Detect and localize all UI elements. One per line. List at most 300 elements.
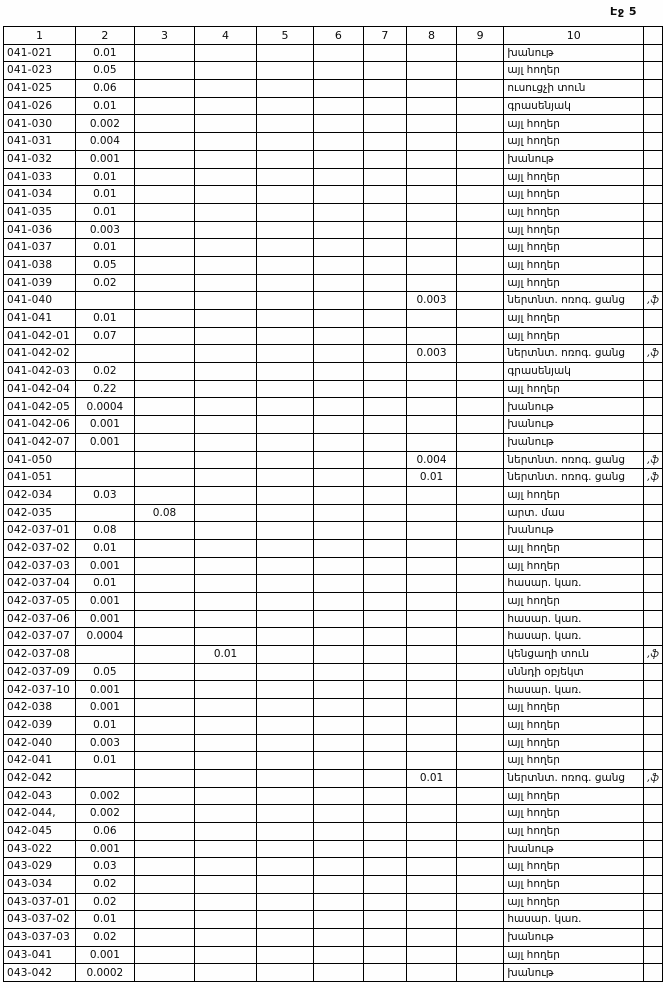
value-cell: 0.01 xyxy=(75,168,134,186)
value-cell xyxy=(363,929,407,947)
value-cell xyxy=(314,221,363,239)
value-cell xyxy=(363,486,407,504)
table-row xyxy=(4,416,663,434)
value-cell xyxy=(456,380,503,398)
value-cell xyxy=(134,97,195,115)
land-type-cell: այլ հողեր xyxy=(504,256,644,274)
land-type-cell: հասար. կառ. xyxy=(504,681,644,699)
value-cell xyxy=(256,97,313,115)
land-type-cell: այլ հողեր xyxy=(504,310,644,328)
land-type-cell: կենցաղի տուն xyxy=(504,646,644,664)
value-cell xyxy=(134,805,195,823)
value-cell xyxy=(407,44,457,62)
value-cell xyxy=(195,911,257,929)
value-cell xyxy=(314,840,363,858)
value-cell xyxy=(407,840,457,858)
parcel-code-cell: 042-037-07 xyxy=(4,628,76,646)
value-cell xyxy=(456,769,503,787)
parcel-code-cell: 041-040 xyxy=(4,292,76,310)
land-type-cell: այլ հողեր xyxy=(504,115,644,133)
value-cell xyxy=(456,256,503,274)
parcel-code-cell: 041-026 xyxy=(4,97,76,115)
value-cell xyxy=(407,946,457,964)
value-cell xyxy=(363,292,407,310)
value-cell xyxy=(134,522,195,540)
parcel-code-cell: 042-045 xyxy=(4,822,76,840)
margin-note xyxy=(644,310,663,328)
value-cell xyxy=(456,752,503,770)
parcel-code-cell: 041-031 xyxy=(4,133,76,151)
margin-note xyxy=(644,504,663,522)
value-cell xyxy=(256,256,313,274)
value-cell xyxy=(195,150,257,168)
table-row xyxy=(4,433,663,451)
parcel-code-cell: 042-037-03 xyxy=(4,557,76,575)
table-row xyxy=(4,646,663,664)
value-cell xyxy=(363,663,407,681)
value-cell xyxy=(134,380,195,398)
value-cell xyxy=(407,416,457,434)
parcel-code-cell: 041-042-05 xyxy=(4,398,76,416)
value-cell xyxy=(456,893,503,911)
value-cell: 0.0002 xyxy=(75,964,134,982)
value-cell: 0.002 xyxy=(75,115,134,133)
value-cell: 0.001 xyxy=(75,416,134,434)
margin-note xyxy=(644,628,663,646)
value-cell xyxy=(256,398,313,416)
value-cell xyxy=(314,522,363,540)
value-cell xyxy=(195,769,257,787)
margin-note xyxy=(644,557,663,575)
value-cell xyxy=(407,752,457,770)
table-row xyxy=(4,699,663,717)
value-cell xyxy=(314,168,363,186)
value-cell xyxy=(256,716,313,734)
parcel-code-cell: 042-040 xyxy=(4,734,76,752)
margin-note xyxy=(644,858,663,876)
value-cell xyxy=(256,186,313,204)
table-row xyxy=(4,310,663,328)
value-cell xyxy=(363,716,407,734)
column-header: 1 xyxy=(4,27,76,45)
value-cell: 0.004 xyxy=(75,133,134,151)
value-cell xyxy=(195,575,257,593)
margin-note xyxy=(644,168,663,186)
margin-note xyxy=(644,911,663,929)
value-cell xyxy=(195,203,257,221)
value-cell xyxy=(363,699,407,717)
value-cell xyxy=(314,416,363,434)
parcel-code-cell: 041-037 xyxy=(4,239,76,257)
value-cell: 0.06 xyxy=(75,80,134,98)
value-cell xyxy=(195,716,257,734)
value-cell xyxy=(456,876,503,894)
table-row xyxy=(4,681,663,699)
value-cell xyxy=(195,44,257,62)
value-cell xyxy=(456,44,503,62)
margin-note xyxy=(644,575,663,593)
margin-note xyxy=(644,150,663,168)
value-cell xyxy=(256,274,313,292)
value-cell xyxy=(195,274,257,292)
value-cell xyxy=(256,504,313,522)
value-cell: 0.03 xyxy=(75,858,134,876)
table-row xyxy=(4,575,663,593)
value-cell xyxy=(314,539,363,557)
land-type-cell: այլ հողեր xyxy=(504,876,644,894)
value-cell: 0.02 xyxy=(75,274,134,292)
column-header: 8 xyxy=(407,27,457,45)
value-cell xyxy=(134,539,195,557)
value-cell xyxy=(195,486,257,504)
value-cell: 0.001 xyxy=(75,681,134,699)
parcel-code-cell: 041-038 xyxy=(4,256,76,274)
value-cell xyxy=(314,363,363,381)
value-cell xyxy=(363,186,407,204)
value-cell xyxy=(195,239,257,257)
value-cell xyxy=(363,575,407,593)
value-cell xyxy=(456,557,503,575)
value-cell xyxy=(134,80,195,98)
margin-note xyxy=(644,221,663,239)
parcel-code-cell: 042-043 xyxy=(4,787,76,805)
table-row xyxy=(4,97,663,115)
table-row xyxy=(4,327,663,345)
value-cell xyxy=(256,876,313,894)
value-cell xyxy=(195,805,257,823)
value-cell xyxy=(134,716,195,734)
value-cell xyxy=(456,97,503,115)
value-cell xyxy=(134,911,195,929)
value-cell xyxy=(456,575,503,593)
value-cell xyxy=(456,858,503,876)
value-cell xyxy=(195,858,257,876)
value-cell xyxy=(363,646,407,664)
table-row xyxy=(4,822,663,840)
margin-note xyxy=(644,946,663,964)
value-cell xyxy=(195,699,257,717)
land-type-cell: այլ հողեր xyxy=(504,557,644,575)
value-cell xyxy=(134,876,195,894)
value-cell xyxy=(407,150,457,168)
table-row xyxy=(4,274,663,292)
land-type-cell: խանութ xyxy=(504,398,644,416)
value-cell xyxy=(134,44,195,62)
value-cell xyxy=(256,221,313,239)
value-cell xyxy=(456,133,503,151)
value-cell: 0.001 xyxy=(75,433,134,451)
value-cell xyxy=(134,840,195,858)
value-cell xyxy=(134,575,195,593)
value-cell xyxy=(456,221,503,239)
margin-note xyxy=(644,97,663,115)
parcel-code-cell: 041-042-06 xyxy=(4,416,76,434)
value-cell xyxy=(407,504,457,522)
margin-note xyxy=(644,80,663,98)
value-cell xyxy=(407,876,457,894)
value-cell xyxy=(195,80,257,98)
land-type-cell: խանութ xyxy=(504,522,644,540)
value-cell xyxy=(407,380,457,398)
table-row xyxy=(4,44,663,62)
value-cell xyxy=(256,840,313,858)
value-cell xyxy=(314,451,363,469)
margin-note xyxy=(644,44,663,62)
value-cell xyxy=(314,62,363,80)
value-cell xyxy=(407,97,457,115)
value-cell xyxy=(75,646,134,664)
table-row xyxy=(4,769,663,787)
value-cell: 0.05 xyxy=(75,663,134,681)
value-cell xyxy=(134,115,195,133)
land-type-cell: այլ հողեր xyxy=(504,822,644,840)
value-cell xyxy=(363,168,407,186)
value-cell xyxy=(256,522,313,540)
land-type-cell: արտ. մաս xyxy=(504,504,644,522)
value-cell: 0.01 xyxy=(195,646,257,664)
value-cell xyxy=(314,699,363,717)
value-cell xyxy=(456,150,503,168)
value-cell xyxy=(363,911,407,929)
value-cell xyxy=(195,876,257,894)
value-cell xyxy=(456,469,503,487)
value-cell xyxy=(195,840,257,858)
value-cell xyxy=(75,292,134,310)
value-cell xyxy=(363,133,407,151)
value-cell xyxy=(314,929,363,947)
value-cell: 0.0004 xyxy=(75,628,134,646)
value-cell xyxy=(195,734,257,752)
table-row xyxy=(4,893,663,911)
value-cell xyxy=(407,133,457,151)
land-type-cell: այլ հողեր xyxy=(504,893,644,911)
value-cell: 0.02 xyxy=(75,876,134,894)
value-cell: 0.003 xyxy=(407,345,457,363)
value-cell: 0.08 xyxy=(134,504,195,522)
value-cell xyxy=(456,168,503,186)
value-cell xyxy=(134,964,195,982)
table-row xyxy=(4,398,663,416)
land-type-cell: այլ հողեր xyxy=(504,239,644,257)
value-cell: 0.22 xyxy=(75,380,134,398)
value-cell xyxy=(314,44,363,62)
value-cell xyxy=(456,822,503,840)
table-row xyxy=(4,451,663,469)
value-cell xyxy=(363,893,407,911)
value-cell xyxy=(407,486,457,504)
value-cell xyxy=(195,787,257,805)
value-cell xyxy=(256,363,313,381)
margin-note xyxy=(644,663,663,681)
parcel-code-cell: 042-037-05 xyxy=(4,593,76,611)
value-cell xyxy=(75,451,134,469)
land-type-cell: այլ հողեր xyxy=(504,186,644,204)
margin-note xyxy=(644,787,663,805)
value-cell xyxy=(456,663,503,681)
value-cell xyxy=(256,787,313,805)
value-cell xyxy=(314,681,363,699)
value-cell xyxy=(134,486,195,504)
value-cell xyxy=(134,239,195,257)
parcel-code-cell: 041-042-04 xyxy=(4,380,76,398)
value-cell xyxy=(456,840,503,858)
value-cell xyxy=(407,822,457,840)
value-cell xyxy=(256,575,313,593)
value-cell xyxy=(314,150,363,168)
value-cell xyxy=(314,433,363,451)
value-cell xyxy=(195,451,257,469)
value-cell xyxy=(134,274,195,292)
margin-note xyxy=(644,876,663,894)
parcel-code-cell: 041-030 xyxy=(4,115,76,133)
value-cell xyxy=(407,681,457,699)
value-cell xyxy=(456,946,503,964)
value-cell xyxy=(256,610,313,628)
value-cell xyxy=(363,97,407,115)
value-cell xyxy=(134,663,195,681)
value-cell: 0.05 xyxy=(75,256,134,274)
parcel-code-cell: 042-037-10 xyxy=(4,681,76,699)
value-cell xyxy=(407,327,457,345)
land-type-cell: խանութ xyxy=(504,416,644,434)
parcel-code-cell: 042-037-04 xyxy=(4,575,76,593)
value-cell xyxy=(314,911,363,929)
value-cell: 0.001 xyxy=(75,150,134,168)
value-cell xyxy=(195,469,257,487)
table-row xyxy=(4,663,663,681)
value-cell xyxy=(134,734,195,752)
margin-note: ,ֆ xyxy=(644,469,663,487)
value-cell xyxy=(363,504,407,522)
table-row xyxy=(4,716,663,734)
table-row xyxy=(4,380,663,398)
table-row xyxy=(4,80,663,98)
value-cell xyxy=(407,363,457,381)
value-cell xyxy=(195,256,257,274)
land-type-cell: այլ հողեր xyxy=(504,62,644,80)
value-cell xyxy=(195,62,257,80)
table-row xyxy=(4,946,663,964)
value-cell: 0.07 xyxy=(75,327,134,345)
table-row xyxy=(4,610,663,628)
value-cell xyxy=(195,221,257,239)
value-cell xyxy=(256,628,313,646)
value-cell xyxy=(407,699,457,717)
value-cell xyxy=(456,504,503,522)
value-cell xyxy=(456,239,503,257)
header-row xyxy=(4,27,663,45)
margin-note xyxy=(644,822,663,840)
value-cell xyxy=(456,681,503,699)
value-cell xyxy=(195,504,257,522)
value-cell xyxy=(407,716,457,734)
value-cell: 0.001 xyxy=(75,610,134,628)
value-cell xyxy=(195,380,257,398)
margin-note xyxy=(644,805,663,823)
value-cell xyxy=(314,893,363,911)
value-cell xyxy=(134,310,195,328)
table-row xyxy=(4,964,663,982)
margin-note xyxy=(644,433,663,451)
value-cell xyxy=(363,946,407,964)
value-cell xyxy=(134,62,195,80)
page-number: Էջ 5 xyxy=(610,5,637,18)
value-cell xyxy=(134,646,195,664)
value-cell xyxy=(314,575,363,593)
value-cell: 0.003 xyxy=(75,221,134,239)
land-type-cell: հասար. կառ. xyxy=(504,610,644,628)
land-type-cell: այլ հողեր xyxy=(504,752,644,770)
land-type-cell: այլ հողեր xyxy=(504,593,644,611)
value-cell xyxy=(407,310,457,328)
value-cell xyxy=(256,44,313,62)
parcel-code-cell: 041-035 xyxy=(4,203,76,221)
value-cell xyxy=(363,469,407,487)
table-row xyxy=(4,734,663,752)
table-row xyxy=(4,593,663,611)
value-cell xyxy=(363,44,407,62)
margin-note xyxy=(644,239,663,257)
value-cell xyxy=(134,292,195,310)
value-cell xyxy=(314,593,363,611)
value-cell xyxy=(407,575,457,593)
value-cell xyxy=(256,769,313,787)
value-cell: 0.002 xyxy=(75,805,134,823)
value-cell xyxy=(407,593,457,611)
table-row xyxy=(4,186,663,204)
value-cell xyxy=(314,327,363,345)
parcel-code-cell: 041-039 xyxy=(4,274,76,292)
value-cell xyxy=(456,292,503,310)
value-cell xyxy=(134,752,195,770)
value-cell: 0.001 xyxy=(75,840,134,858)
table-row xyxy=(4,539,663,557)
value-cell xyxy=(407,168,457,186)
parcel-code-cell: 041-033 xyxy=(4,168,76,186)
value-cell xyxy=(256,380,313,398)
value-cell xyxy=(134,416,195,434)
table-row xyxy=(4,292,663,310)
value-cell xyxy=(314,557,363,575)
land-type-cell: ներտնտ. ոռոգ. ցանց xyxy=(504,451,644,469)
table-row xyxy=(4,486,663,504)
land-type-cell: ներտնտ. ոռոգ. ցանց xyxy=(504,292,644,310)
margin-note xyxy=(644,610,663,628)
value-cell: 0.02 xyxy=(75,893,134,911)
land-type-cell: այլ հողեր xyxy=(504,203,644,221)
value-cell xyxy=(314,97,363,115)
value-cell xyxy=(256,822,313,840)
value-cell xyxy=(195,557,257,575)
value-cell: 0.01 xyxy=(75,575,134,593)
margin-note xyxy=(644,203,663,221)
margin-note xyxy=(644,752,663,770)
value-cell xyxy=(75,469,134,487)
parcel-code-cell: 043-041 xyxy=(4,946,76,964)
table-row xyxy=(4,522,663,540)
value-cell xyxy=(256,964,313,982)
value-cell: 0.002 xyxy=(75,787,134,805)
table-row xyxy=(4,363,663,381)
value-cell xyxy=(256,451,313,469)
table-row xyxy=(4,203,663,221)
value-cell xyxy=(407,893,457,911)
table-row xyxy=(4,752,663,770)
value-cell xyxy=(195,539,257,557)
value-cell xyxy=(256,805,313,823)
value-cell xyxy=(456,610,503,628)
value-cell xyxy=(134,858,195,876)
